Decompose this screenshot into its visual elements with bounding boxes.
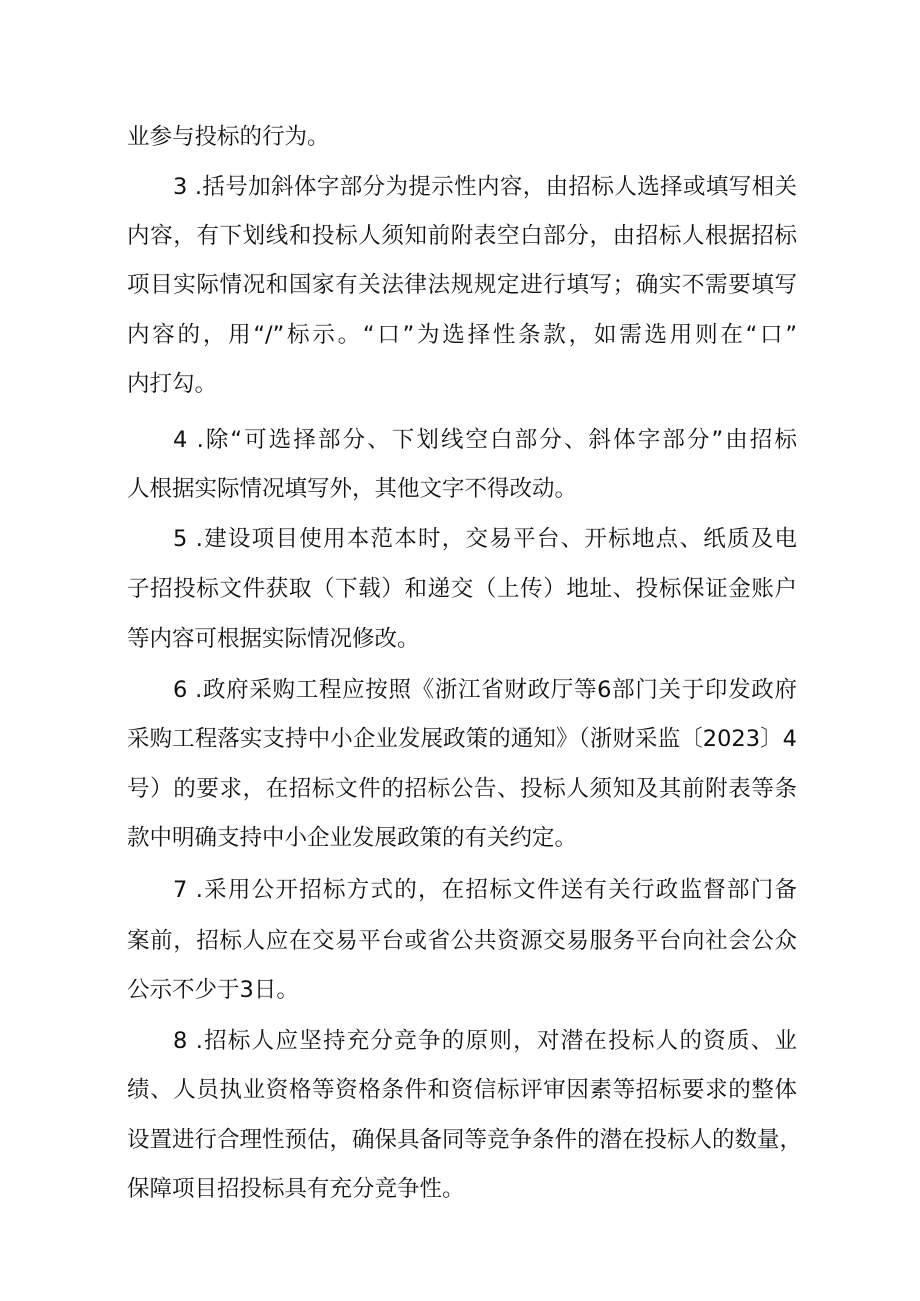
item-7-line-1: 7 .采用公开招标方式的，在招标文件送有关行政监督部门备 — [173, 877, 797, 903]
item-7-line-3: 公示不少于3日。 — [127, 977, 299, 1003]
item-4-line-2: 人根据实际情况填写外，其他文字不得改动。 — [127, 476, 578, 502]
item-3-line-3: 项目实际情况和国家有关法律法规规定进行填写；确实不需要填写 — [127, 272, 797, 298]
item-6-line-4: 款中明确支持中小企业发展政策的有关约定。 — [127, 825, 578, 851]
item-3-line-5: 内打勾。 — [127, 371, 218, 397]
item-3-line-1: 3 .括号加斜体字部分为提示性内容，由招标人选择或填写相关 — [173, 174, 797, 200]
item-3-line-4: 内容的，用“/”标示。“口”为选择性条款，如需选用则在“口” — [127, 322, 797, 348]
item-7-line-2: 案前，招标人应在交易平台或省公共资源交易服务平台向社会公众 — [127, 928, 797, 954]
item-5-line-1: 5 .建设项目使用本范本时，交易平台、开标地点、纸质及电 — [173, 526, 797, 552]
item-5-line-3: 等内容可根据实际情况修改。 — [127, 626, 420, 652]
item-6-line-1: 6 .政府采购工程应按照《浙江省财政厅等6部门关于印发政府 — [173, 677, 797, 703]
item-8-line-3: 设置进行合理性预估，确保具备同等竞争条件的潜在投标人的数量， — [127, 1127, 803, 1153]
item-8-line-2: 绩、人员执业资格等资格条件和资信标评审因素等招标要求的整体 — [127, 1077, 797, 1103]
paragraph-1-line-1: 业参与投标的行为。 — [127, 124, 330, 150]
item-4-line-1: 4 .除“可选择部分、下划线空白部分、斜体字部分”由招标 — [173, 427, 797, 453]
item-3-line-2: 内容，有下划线和投标人须知前附表空白部分，由招标人根据招标 — [127, 223, 797, 249]
item-6-line-3: 号）的要求，在招标文件的招标公告、投标人须知及其前附表等条 — [127, 776, 797, 802]
item-8-line-1: 8 .招标人应坚持充分竞争的原则，对潜在投标人的资质、业 — [173, 1028, 797, 1054]
item-5-line-2: 子招投标文件获取（下载）和递交（上传）地址、投标保证金账户 — [127, 576, 797, 602]
item-6-line-2: 采购工程落实支持中小企业发展政策的通知》（浙财采监〔2023〕4 — [127, 726, 797, 752]
item-8-line-4: 保障项目招投标具有充分竞争性。 — [127, 1176, 465, 1202]
